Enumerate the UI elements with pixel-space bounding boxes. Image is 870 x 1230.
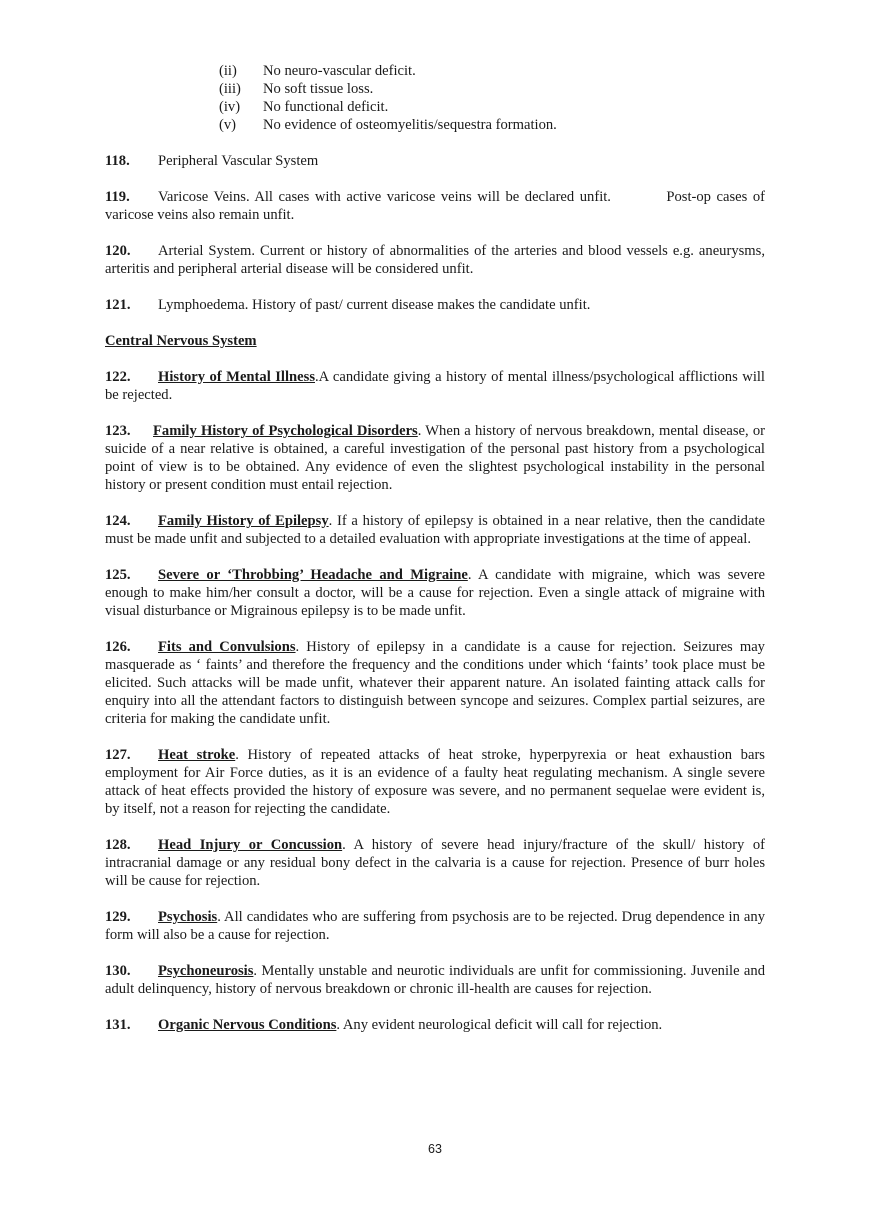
para-125: 125. Severe or ‘Throbbing’ Headache and Migraine. A candidate with migraine, which was severe enough to make him/her consult a doctor, will be a cause for rejection. Even a single attack of migraine with visual disturbance or Migrainous epilepsy is to be made unfit. (105, 567, 765, 619)
para-131: 131. Organic Nervous Conditions. Any evident neurological deficit will call for rejection. (105, 1017, 663, 1033)
para-120: 120. Arterial System. Current or history of abnormalities of the arteries and blood vessels e.g. aneurysms, arteritis and peripheral arterial disease will be considered unfit. (105, 243, 765, 277)
para-129: 129. Psychosis. All candidates who are suffering from psychosis are to be rejected. Drug dependence in any form will also be a cause for rejection. (105, 909, 765, 943)
section-heading: Central Nervous System (105, 333, 257, 349)
para-121: 121. Lymphoedema. History of past/ current disease makes the candidate unfit. (105, 297, 591, 313)
para-124: 124. Family History of Epilepsy. If a history of epilepsy is obtained in a near relative, then the candidate must be made unfit and subjected to a detailed evaluation with appropriate investigations at the time of appeal. (105, 513, 765, 547)
para-127: 127. Heat stroke. History of repeated attacks of heat stroke, hyperpyrexia or heat exhaustion bars employment for Air Force duties, as it is an evidence of a faulty heat regulating mechanism. A single severe attack of heat effects provided the history of exposure was severe, and no permanent sequelae were evident is, by itself, not a reason for rejecting the candidate. (105, 747, 765, 817)
list-item: (iv) No functional deficit. (219, 99, 389, 115)
para-118: 118. Peripheral Vascular System (105, 153, 319, 169)
list-item: (v) No evidence of osteomyelitis/sequestra formation. (219, 117, 557, 133)
list-item: (ii) No neuro-vascular deficit. (219, 63, 416, 79)
list-item: (iii) No soft tissue loss. (219, 81, 374, 97)
page-number: 63 (428, 1142, 442, 1156)
para-128: 128. Head Injury or Concussion. A history of severe head injury/fracture of the skull/ history of intracranial damage or any residual bony defect in the calvaria is a cause for rejection. Presence of burr holes will be cause for rejection. (105, 837, 765, 889)
para-119: 119. Varicose Veins. All cases with active varicose veins will be declared unfit. Post-op cases of varicose veins also remain unfit. (105, 189, 769, 223)
para-122: 122. History of Mental Illness.A candidate giving a history of mental illness/psychological afflictions will be rejected. (105, 369, 765, 403)
para-126: 126. Fits and Convulsions. History of epilepsy in a candidate is a cause for rejection. Seizures may masquerade as ‘ faints’ and therefore the frequency and the conditions under which ‘faints’ took place must be elicited. Such attacks will be made unfit, whatever their apparent nature. An isolated fainting attack calls for enquiry into all the attendant factors to distinguish between syncope and seizures. Complex partial seizures, are criteria for making the candidate unfit. (105, 639, 765, 727)
roman-list (219, 62, 765, 134)
para-130: 130. Psychoneurosis. Mentally unstable and neurotic individuals are unfit for commissioning. Juvenile and adult delinquency, history of nervous breakdown or chronic ill-health are causes for rejection. (105, 963, 765, 997)
para-123: 123. Family History of Psychological Disorders. When a history of nervous breakdown, mental disease, or suicide of a near relative is obtained, a careful investigation of the personal past history from a psychological point of view is to be obtained. Any evidence of even the slightest psychological instability in the personal history or present condition must entail rejection. (105, 423, 765, 493)
document-page (105, 62, 769, 1034)
